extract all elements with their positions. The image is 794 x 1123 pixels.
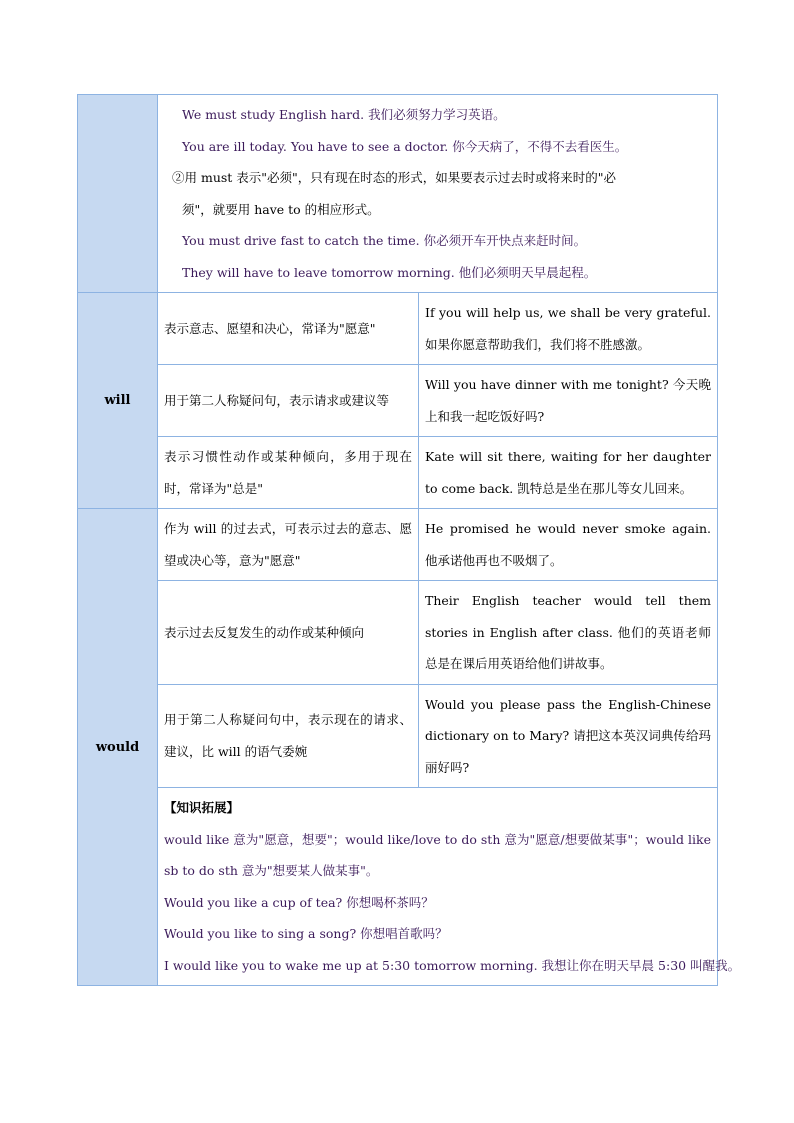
must-example-2: You are ill today. You have to see a doctor. 你今天病了，不得不去看医生。 xyxy=(182,138,628,154)
will-row-3 xyxy=(78,437,718,509)
will-meaning-2: 用于第二人称疑问句，表示请求或建议等 xyxy=(158,365,419,437)
grammar-table xyxy=(77,94,741,986)
must-content-cell xyxy=(158,95,718,293)
would-example-1: He promised he would never smoke again. 他承诺他再也不吸烟了。 xyxy=(419,509,718,581)
will-meaning-3: 表示习惯性动作或某种倾向，多用于现在时，常译为"总是" xyxy=(158,437,419,509)
would-meaning-2: 表示过去反复发生的动作或某种倾向 xyxy=(158,581,419,685)
knowledge-extension xyxy=(158,788,741,986)
must-continuation-row xyxy=(78,95,718,293)
would-example-3: Would you please pass the English-Chinese dictionary on to Mary? 请把这本英汉词典传给玛丽好吗? xyxy=(419,684,718,788)
extension-line-3: Would you like to sing a song? 你想唱首歌吗？ xyxy=(164,926,448,941)
must-example-4: They will have to leave tomorrow morning. 他们必须明天早晨起程。 xyxy=(182,264,597,280)
would-label: would xyxy=(78,509,158,986)
extension-line-1: would like 意为"愿意，想要"；would like/love to do sth 意为"愿意/想要做某事"；would like sb to do sth 意为"想要某人做某事"。 xyxy=(164,831,711,878)
will-example-2: Will you have dinner with me tonight? 今天晚上和我一起吃饭好吗? xyxy=(419,365,718,437)
will-row-2 xyxy=(78,365,718,437)
will-example-1: If you will help us, we shall be very grateful. 如果你愿意帮助我们，我们将不胜感激。 xyxy=(419,293,718,365)
will-example-3: Kate will sit there, waiting for her daughter to come back. 凯特总是坐在那儿等女儿回来。 xyxy=(419,437,718,509)
must-example-3: You must drive fast to catch the time. 你必须开车开快点来赶时间。 xyxy=(182,233,587,248)
extension-line-4: I would like you to wake me up at 5:30 tomorrow morning. 我想让你在明天早晨 5:30 叫醒我。 xyxy=(164,957,741,973)
would-extension-row xyxy=(78,788,718,986)
would-meaning-1: 作为 will 的过去式，可表示过去的意志、愿望或决心等，意为"愿意" xyxy=(158,509,419,581)
extension-line-2: Would you like a cup of tea? 你想喝杯茶吗？ xyxy=(164,894,434,910)
will-meaning-1: 表示意志、愿望和决心，常译为"愿意" xyxy=(158,293,419,365)
will-label: will xyxy=(78,293,158,509)
must-rule-2-cont: 须"，就要用 have to 的相应形式。 xyxy=(182,201,380,217)
must-label-cell xyxy=(78,95,158,293)
must-example-1: We must study English hard. 我们必须努力学习英语。 xyxy=(182,107,506,122)
would-row-2 xyxy=(78,581,718,685)
extension-title: 【知识拓展】 xyxy=(164,800,240,815)
would-row-3 xyxy=(78,684,718,788)
will-row-1 xyxy=(78,293,718,365)
would-row-1 xyxy=(78,509,718,581)
would-meaning-3: 用于第二人称疑问句中，表示现在的请求、建议，比 will 的语气委婉 xyxy=(158,684,419,788)
would-example-2: Their English teacher would tell them stories in English after class. 他们的英语老师总是在课后用英语给他们讲故事。 xyxy=(419,581,718,685)
must-rule-2: ②用 must 表示"必须"，只有现在时态的形式，如果要表示过去时或将来时的"必 xyxy=(172,170,617,185)
